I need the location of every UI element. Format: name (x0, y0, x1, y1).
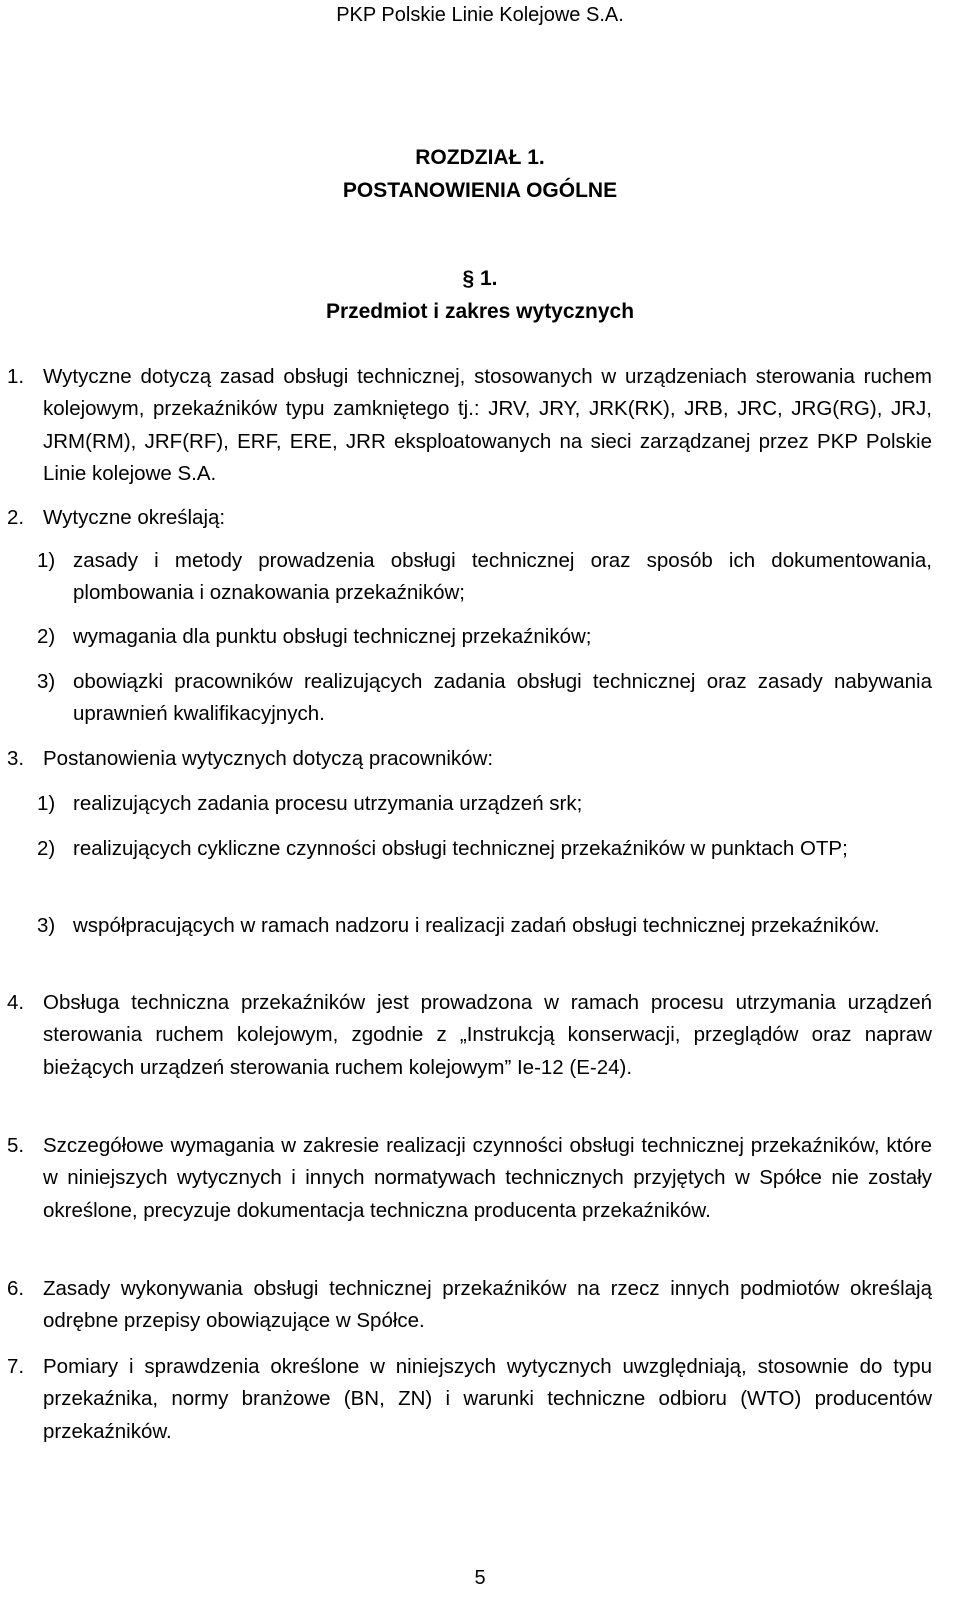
item-number: 4. (7, 991, 25, 1014)
section-label: § 1. (462, 267, 498, 290)
list-item (7, 1130, 932, 1227)
subitem-number: 2) (37, 625, 56, 648)
sub-list-item (37, 666, 932, 731)
sub-list-item (37, 621, 932, 653)
item-number: 7. (7, 1355, 25, 1378)
chapter-label: ROZDZIAŁ 1. (415, 146, 545, 169)
item-text: Szczegółowe wymagania w zakresie realizacji czynności obsługi technicznej przekaźników, które w niniejszych wytycznych i innych normatywach technicznych przyjętych w Spółce nie zostały określone, precyzuje dokumentacja techniczna producenta przekaźników. (43, 1134, 932, 1222)
subitem-number: 1) (37, 549, 56, 572)
section-title: Przedmiot i zakres wytycznych (325, 300, 635, 323)
item-text: Postanowienia wytycznych dotyczą pracowników: (43, 747, 494, 770)
subitem-text: zasady i metody prowadzenia obsługi technicznej oraz sposób ich dokumentowania, plombowania i oznakowania przekaźników; (73, 549, 932, 605)
subitem-text: obowiązki pracowników realizujących zadania obsługi technicznej oraz zasady nabywania uprawnień kwalifikacyjnych. (73, 670, 932, 726)
item-text: Wytyczne określają: (43, 506, 226, 529)
sub-list-item (37, 833, 932, 865)
item-text: Zasady wykonywania obsługi technicznej przekaźników na rzecz innych podmiotów określają odrębne przepisy obowiązujące w Spółce. (43, 1277, 932, 1333)
subitem-number: 2) (37, 837, 56, 860)
subitem-number: 1) (37, 792, 56, 815)
page-number: 5 (474, 1567, 486, 1589)
item-text: Wytyczne dotyczą zasad obsługi technicznej, stosowanych w urządzeniach sterowania ruchem kolejowym, przekaźników typu zamkniętego tj.: JRV, JRY, JRK(RK), JRB, JRC, JRG(RG), JRJ, JRM(RM), JRF(RF), ERF, ERE, JRR eksploatowanych na sieci zarządzanej przez PKP Polskie Linie kolejowe S.A. (43, 365, 932, 485)
list-item (7, 1273, 932, 1338)
sub-list-item (37, 788, 932, 820)
subitem-text: współpracujących w ramach nadzoru i realizacji zadań obsługi technicznej przekaźników. (73, 914, 880, 937)
list-item (7, 502, 932, 534)
item-number: 6. (7, 1277, 25, 1300)
chapter-title: POSTANOWIENIA OGÓLNE (342, 179, 618, 202)
item-text: Obsługa techniczna przekaźników jest prowadzona w ramach procesu utrzymania urządzeń sterowania ruchem kolejowym, zgodnie z „Instrukcją konserwacji, przeglądów oraz napraw bieżących urządzeń sterowania ruchem kolejowym” Ie-12 (E-24). (43, 991, 932, 1079)
subitem-text: realizujących cykliczne czynności obsługi technicznej przekaźników w punktach OTP; (73, 837, 848, 860)
subitem-number: 3) (37, 670, 56, 693)
chapter-heading (0, 141, 960, 207)
page-header: PKP Polskie Linie Kolejowe S.A. (336, 4, 624, 26)
sub-list-item (37, 545, 932, 610)
item-number: 5. (7, 1134, 25, 1157)
list-item (7, 1351, 932, 1448)
item-number: 2. (7, 506, 25, 529)
item-number: 1. (7, 365, 25, 388)
sub-list-item (37, 910, 932, 942)
list-item (7, 743, 932, 775)
subitem-number: 3) (37, 914, 56, 937)
subitem-text: realizujących zadania procesu utrzymania urządzeń srk; (73, 792, 583, 815)
item-text: Pomiary i sprawdzenia określone w niniejszych wytycznych uwzględniają, stosownie do typu przekaźnika, normy branżowe (BN, ZN) i warunki techniczne odbioru (WTO) producentów przekaźników. (43, 1355, 932, 1443)
section-heading (0, 262, 960, 328)
item-number: 3. (7, 747, 25, 770)
list-item (7, 361, 932, 490)
list-item (7, 987, 932, 1084)
subitem-text: wymagania dla punktu obsługi technicznej przekaźników; (73, 625, 592, 648)
